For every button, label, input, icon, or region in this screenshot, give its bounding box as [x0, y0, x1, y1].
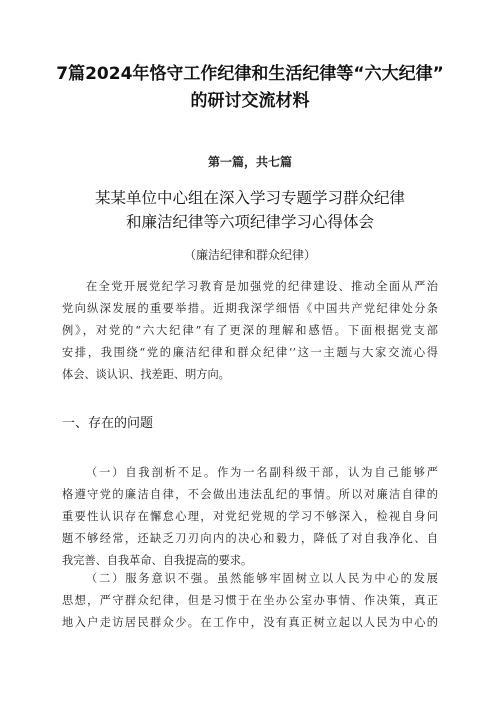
paragraph-line: 思想，严守群众纪律，但是习惯于在坐办公室办事情、作决策，真正	[62, 594, 438, 607]
paragraph-line: （一）自我剖析不足。作为一名副科级干部，认为自己能够严	[86, 466, 438, 479]
section-heading: 一、存在的问题	[62, 416, 154, 431]
paragraph-line: 我完善、自我革命、自我提高的要求。	[62, 554, 253, 567]
section-subtitle: （廉洁纪律和群众纪律）	[183, 248, 316, 262]
paragraph-line: 在全党开展党纪学习教育是加强党的纪律建设、推动全面从严治	[86, 280, 438, 293]
paragraph-line: 题不够经常，还缺乏刀刃向内的决心和毅力，降低了对自我净化、自	[62, 532, 438, 545]
part-label: 第一篇，共七篇	[207, 155, 292, 169]
section-title-line-1: 某某单位中心组在深入学习专题学习群众纪律	[94, 189, 405, 207]
paragraph-line: 重要性认识存在懈怠心理，对党纪党规的学习不够深入，检视自身问	[62, 510, 438, 523]
paragraph-line: 党向纵深发展的重要举措。近期我深学细悟《中国共产党纪律处分条	[62, 302, 438, 315]
section-title-line-2: 和廉洁纪律等六项纪律学习心得体会	[125, 213, 374, 231]
paragraph-line: （二）服务意识不强。虽然能够牢固树立以人民为中心的发展	[86, 572, 438, 585]
paragraph-line: 格遵守党的廉洁自律，不会做出违法乱纪的事情。所以对廉洁自律的	[62, 488, 438, 501]
issue-paragraph-1	[62, 462, 438, 572]
intro-paragraph	[62, 276, 438, 386]
paragraph-line: 地入户走访居民群众少。在工作中，没有真正树立起以人民为中心的	[62, 616, 438, 629]
document-title-line-1: 7篇2024年恪守工作纪律和生活纪律等“六大纪律”	[56, 64, 444, 84]
paragraph-line: 体会、谈认识、找差距、明方向。	[62, 368, 230, 381]
issue-paragraph-2	[62, 568, 438, 634]
paragraph-line: 安排，我围绕“党的廉洁纪律和群众纪律’’这一主题与大家交流心得	[62, 346, 438, 359]
paragraph-line: 例》，对党的“六大纪律”有了更深的理解和感悟。下面根据党支部	[62, 324, 438, 337]
document-title-line-2: 的研讨交流材料	[190, 91, 310, 111]
